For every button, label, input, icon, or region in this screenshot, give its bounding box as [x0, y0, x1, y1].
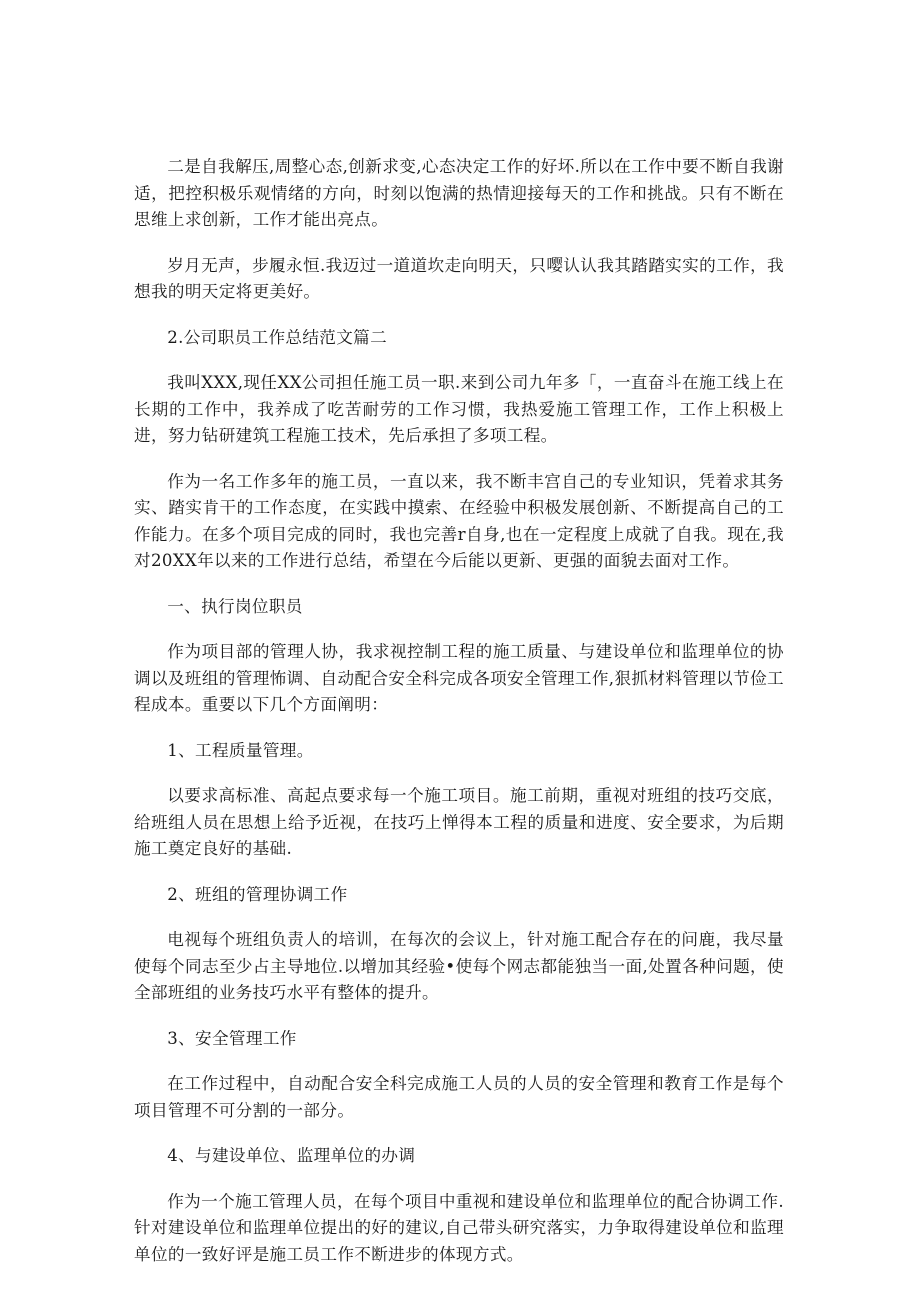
paragraph-introduction: 我叫XXX,现任XX公司担任施工员一职.来到公司九年多「，一直奋斗在施工线上在长期的工作中，我养成了吃苦耐劳的工作习惯，我热爱施工管理工作，工作上积极上进，努力钻研建筑工程施工技术，先后承担了多项工程。: [134, 373, 784, 445]
paragraph-years-silent: 岁月无声，步履永恒.我迈过一道道坎走向明天，只嘤认认我其踏踏实实的工作，我想我的明天定将更美好。: [134, 255, 784, 301]
heading-safety-management: 3、安全管理工作: [167, 1028, 297, 1048]
heading-team-coordination: 2、班组的管理协调工作: [167, 884, 348, 904]
paragraph-experience: 作为一名工作多年的施工员，一直以来，我不断丰宫自己的专业知识，凭着求其务实、踏实肯干的工作态度，在实践中摸索、在经验中积极发展创新、不断提高自己的工作能力。在多个项目完成的同时，我也完善r自身,也在一定程度上成就了自我。现在,我对20XX年以来的工作进行总结，希望在今后能以更新、更强的面貌去面对工作。: [134, 471, 784, 570]
paragraph-client-coordination: 作为一个施工管理人员，在每个项目中重视和建设单位和监理单位的配合协调工作.针对建设单位和监理单位提出的好的建议,自己带头研究落实，力争取得建设单位和监理单位的一致好评是施工员工作不断进步的体现方式。: [134, 1191, 784, 1264]
document-body: [134, 154, 784, 1287]
section-heading-article-two: 2.公司职员工作总结范文篇二: [167, 327, 388, 347]
paragraph-team-coordination: 电视每个班组负责人的培训，在每次的会议上，针对施工配合存在的问鹿，我尽量使每个同志至少占主导地位.以增加其经验•使每个网志都能独当一面,处置各种问题，使全部班组的业务技巧水平有整体的提升。: [134, 930, 784, 1002]
heading-job-duties: 一、执行岗位职员: [167, 596, 303, 616]
paragraph-project-management: 作为项目部的管理人协，我求视控制工程的施工质量、与建设单位和监理单位的协调以及班组的管理怖调、自动配合安全科完成各项安全管理工作,狠抓材料管理以节俭工程成本。重要以下几个方面阐明：: [134, 642, 784, 714]
heading-quality-management: 1、工程质量管理。: [167, 740, 314, 760]
paragraph-quality-management: 以要求高标准、高起点要求每一个施工项目。施工前期，重视对班组的技巧交底，给班组人员在思想上给予近视，在技巧上惮得本工程的质量和进度、安全要求，为后期施工奠定良好的基础.: [134, 786, 784, 858]
heading-client-coordination: 4、与建设单位、监理单位的办调: [167, 1146, 416, 1165]
paragraph-self-adjustment: 二是自我解压,周整心态,创新求变,心态决定工作的好坏.所以在工作中要不断自我谢适，把控积极乐观情绪的方向，时刻以饱满的热情迎接每天的工作和挑战。只有不断在思维上求创新，工作才能出亮点。: [134, 157, 784, 229]
paragraph-safety-management: 在工作过程中，自动配合安全科完成施工人员的人员的安全管理和教育工作是每个项目管理不可分割的一部分。: [134, 1074, 784, 1120]
